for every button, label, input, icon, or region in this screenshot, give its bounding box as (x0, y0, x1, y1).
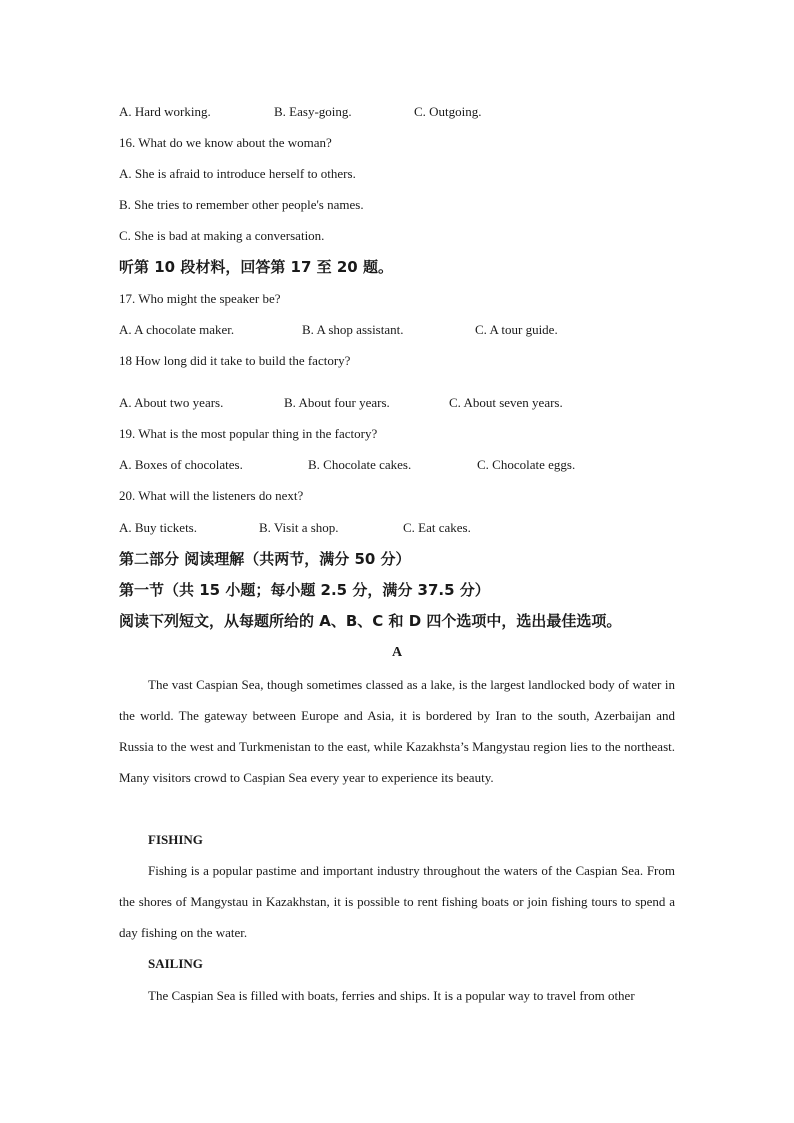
passage-label: A (391, 645, 403, 660)
q16-option-a: A. She is afraid to introduce herself to others. (119, 166, 356, 181)
q20-option-c: C. Eat cakes. (403, 520, 471, 535)
passage-intro (119, 669, 675, 793)
q17-question: 17. Who might the speaker be? (119, 291, 281, 306)
q18-option-c: C. About seven years. (449, 395, 563, 410)
fishing-heading: FISHING (148, 832, 203, 847)
q19-option-c: C. Chocolate eggs. (477, 457, 576, 472)
q20-option-a: A. Buy tickets. (119, 520, 197, 535)
q17-option-a: A. A chocolate maker. (119, 322, 235, 337)
q16-question: 16. What do we know about the woman? (119, 135, 332, 150)
q17-option-c: C. A tour guide. (475, 322, 558, 337)
q20-option-b: B. Visit a shop. (259, 520, 339, 535)
q18-option-b: B. About four years. (284, 395, 390, 410)
sailing-text: The Caspian Sea is filled with boats, ferries and ships. It is a popular way to travel from other (148, 988, 635, 1003)
q19-question: 19. What is the most popular thing in the factory? (119, 426, 378, 441)
fishing-text: Fishing is a popular pastime and important industry throughout the waters of the Caspian Sea. From the shores of Mangystau in Kazakhstan, it is possible to rent fishing boats or join fishing tours to spend a day fishing on the water. (119, 863, 675, 940)
fishing-paragraph (119, 855, 675, 948)
q20-question: 20. What will the listeners do next? (119, 488, 304, 503)
section1-heading: 第一节（共 15 小题；每小题 2.5 分，满分 37.5 分） (119, 581, 490, 599)
q15-option-a: A. Hard working. (119, 104, 211, 119)
q15-option-b: B. Easy-going. (274, 104, 352, 119)
q16-option-b: B. She tries to remember other people's names. (119, 197, 364, 212)
q19-option-a: A. Boxes of chocolates. (119, 457, 243, 472)
q16-option-c: C. She is bad at making a conversation. (119, 228, 325, 243)
part2-heading: 第二部分 阅读理解（共两节，满分 50 分） (119, 550, 411, 568)
sailing-paragraph (119, 980, 675, 1011)
reading-instructions: 阅读下列短文，从每题所给的 A、B、C 和 D 四个选项中，选出最佳选项。 (119, 612, 622, 630)
sailing-heading: SAILING (148, 956, 203, 971)
q18-option-a: A. About two years. (119, 395, 224, 410)
q19-option-b: B. Chocolate cakes. (308, 457, 412, 472)
q18-question: 18 How long did it take to build the factory? (119, 353, 351, 368)
q15-option-c: C. Outgoing. (414, 104, 482, 119)
passage-intro-text: The vast Caspian Sea, though sometimes classed as a lake, is the largest landlocked body of water in the world. The gateway between Europe and Asia, it is bordered by Iran to the south, Azerbaijan and Russia to the west and Turkmenistan to the east, while Kazakhsta’s Mangystau region lies to the northeast. Many visitors crowd to Caspian Sea every year to experience its beauty. (119, 677, 675, 785)
q17-option-b: B. A shop assistant. (302, 322, 404, 337)
section10-heading: 听第 10 段材料，回答第 17 至 20 题。 (119, 258, 393, 276)
